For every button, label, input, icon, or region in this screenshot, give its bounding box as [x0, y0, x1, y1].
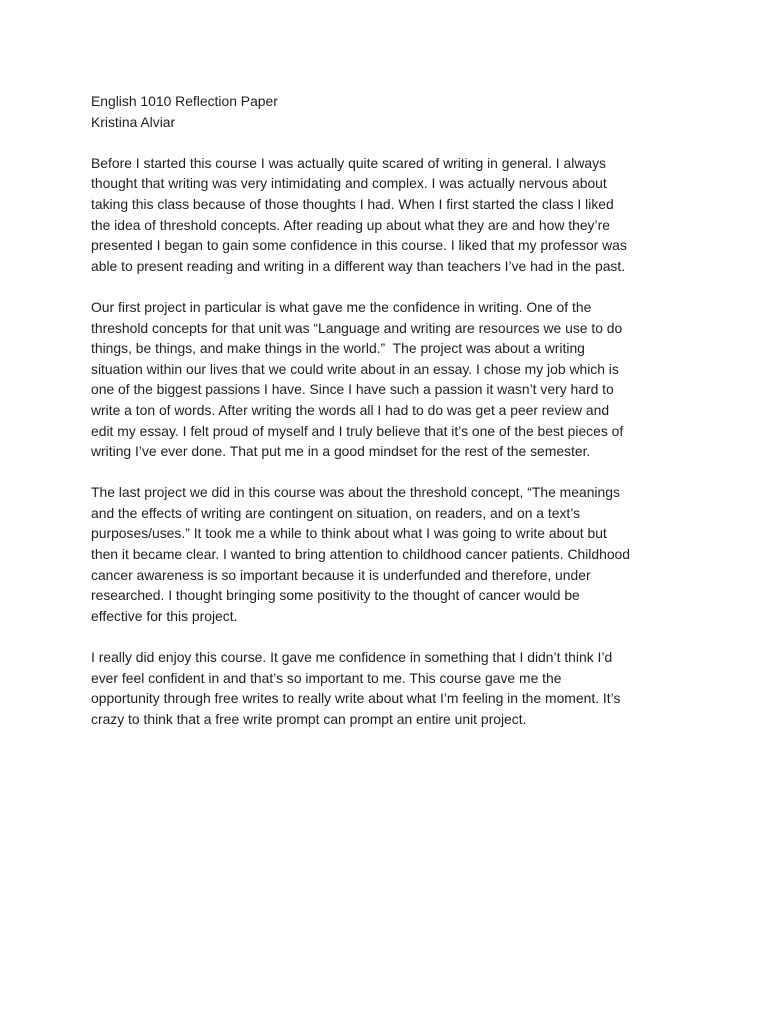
paragraph-line: ever feel confident in and that’s so important to me. This course gave me the [91, 669, 562, 686]
paragraph-line: I really did enjoy this course. It gave me confidence in something that I didn’t think I’d [91, 649, 613, 666]
paragraph-line: presented I began to gain some confidence in this course. I liked that my professor was [91, 237, 627, 254]
paragraph-4 [91, 647, 691, 729]
paragraph-line: one of the biggest passions I have. Since I have such a passion it wasn’t very hard to [91, 381, 614, 398]
paragraph-line: crazy to think that a free write prompt can prompt an entire unit project. [91, 710, 527, 727]
paragraph-line: taking this class because of those thoughts I had. When I first started the class I liked [91, 195, 614, 212]
paragraph-1 [91, 153, 691, 277]
course-title: English 1010 Reflection Paper [91, 93, 278, 109]
paragraph-line: things, be things, and make things in the world.” The project was about a writing [91, 340, 585, 357]
paragraph-3 [91, 482, 691, 626]
paragraph-line: able to present reading and writing in a different way than teachers I’ve had in the past. [91, 257, 626, 274]
paragraph-line: researched. I thought bringing some positivity to the thought of cancer would be [91, 587, 580, 604]
paragraph-line: then it became clear. I wanted to bring attention to childhood cancer patients. Childhood [91, 546, 630, 563]
paragraph-line: thought that writing was very intimidating and complex. I was actually nervous about [91, 175, 607, 192]
paragraph-line: The last project we did in this course was about the threshold concept, “The meanings [91, 484, 620, 501]
paragraph-line: effective for this project. [91, 607, 238, 624]
paragraph-line: Before I started this course I was actually quite scared of writing in general. I always [91, 154, 606, 171]
paragraph-line: the idea of threshold concepts. After reading up about what they are and how they’re [91, 216, 610, 233]
paragraph-line: Our first project in particular is what gave me the confidence in writing. One of the [91, 298, 592, 315]
paragraph-line: opportunity through free writes to really write about what I’m feeling in the moment. It’s [91, 690, 621, 707]
paragraph-line: write a ton of words. After writing the words all I had to do was get a peer review and [91, 401, 610, 418]
paragraph-2 [91, 297, 691, 462]
paragraph-line: threshold concepts for that unit was “Language and writing are resources we use to do [91, 319, 623, 336]
paragraph-line: writing I’ve ever done. That put me in a good mindset for the rest of the semester. [91, 443, 591, 460]
paragraph-line: edit my essay. I felt proud of myself and I truly believe that it’s one of the best pieces of [91, 422, 624, 439]
author-name: Kristina Alviar [91, 113, 176, 130]
document-body [91, 91, 691, 729]
paragraph-line: and the effects of writing are contingent on situation, on readers, and on a text’s [91, 504, 581, 521]
paragraph-line: purposes/uses.” It took me a while to think about what I was going to write about but [91, 525, 607, 542]
paragraph-line: situation within our lives that we could write about in an essay. I chose my job which is [91, 360, 619, 377]
paragraph-line: cancer awareness is so important because it is underfunded and therefore, under [91, 566, 591, 583]
